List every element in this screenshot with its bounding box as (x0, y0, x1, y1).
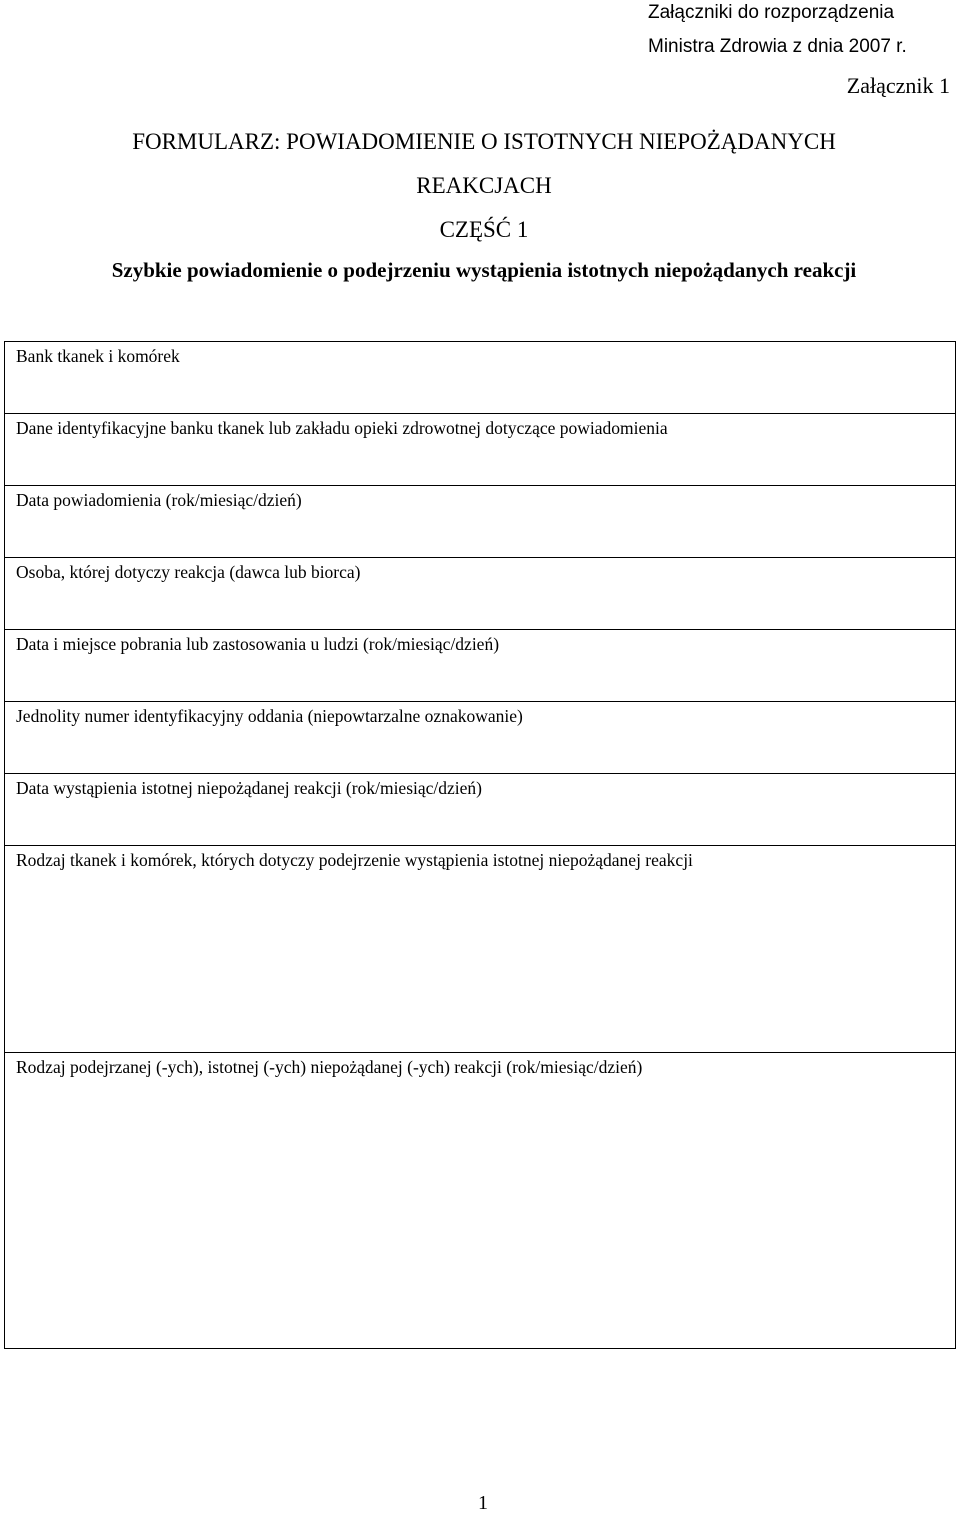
form-row-procurement-date-place[interactable] (5, 630, 955, 702)
form-row-label: Jednolity numer identyfikacyjny oddania (niepowtarzalne oznakowanie) (16, 706, 523, 726)
form-row-label: Rodzaj tkanek i komórek, których dotyczy podejrzenie wystąpienia istotnej niepożądanej reakcji (16, 850, 693, 870)
form-row-label: Osoba, której dotyczy reakcja (dawca lub biorca) (16, 562, 361, 582)
regulation-annex-header: Załączniki do rozporządzenia (648, 2, 895, 23)
form-title-line-2: REAKCJACH (416, 173, 552, 198)
form-subtitle: Szybkie powiadomienie o podejrzeniu wystąpienia istotnych niepożądanych reakcji (111, 258, 857, 282)
form-row-label: Rodzaj podejrzanej (-ych), istotnej (-ych) niepożądanej (-ych) reakcji (rok/miesiąc/dzień) (16, 1057, 643, 1077)
form-row-label: Data powiadomienia (rok/miesiąc/dzień) (16, 490, 302, 510)
page-number: 1 (478, 1492, 488, 1514)
form-row-label: Data wystąpienia istotnej niepożądanej reakcji (rok/miesiąc/dzień) (16, 778, 482, 798)
form-row-reaction-date[interactable] (5, 774, 955, 846)
form-part-label: CZĘŚĆ 1 (439, 217, 529, 242)
form-row-tissue-cell-type[interactable] (5, 846, 955, 1053)
ministry-date-header: Ministra Zdrowia z dnia 2007 r. (648, 36, 907, 57)
form-row-donation-id[interactable] (5, 702, 955, 774)
annex-number: Załącznik 1 (846, 73, 950, 98)
form-row-label: Bank tkanek i komórek (16, 346, 180, 366)
form-row-reaction-type[interactable] (5, 1053, 955, 1347)
form-row-label: Data i miejsce pobrania lub zastosowania u ludzi (rok/miesiąc/dzień) (16, 634, 500, 654)
form-row-notification-date[interactable] (5, 486, 955, 558)
notification-form-table (4, 341, 956, 1349)
form-title-line-1: FORMULARZ: POWIADOMIENIE O ISTOTNYCH NIEPOŻĄDANYCH (132, 129, 836, 154)
form-row-tissue-bank[interactable] (5, 342, 955, 414)
form-row-label: Dane identyfikacyjne banku tkanek lub zakładu opieki zdrowotnej dotyczące powiadomienia (16, 418, 668, 438)
form-row-affected-person[interactable] (5, 558, 955, 630)
form-row-identification-data[interactable] (5, 414, 955, 486)
